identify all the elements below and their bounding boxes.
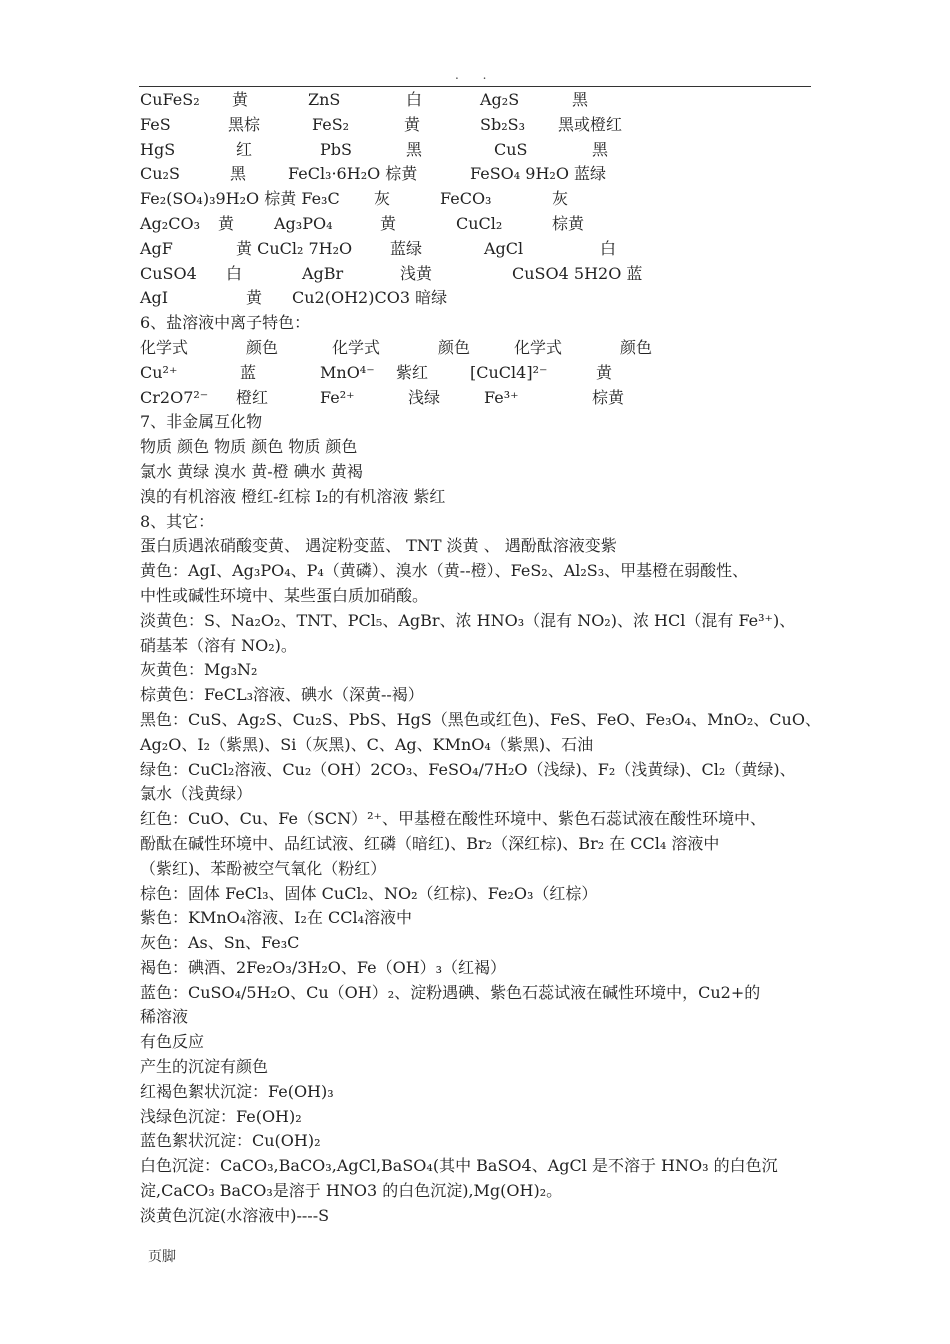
cell: 橙红 [236,387,269,407]
text-line: 酚酞在碱性环境中、品红试液、红磷（暗红)、Br₂（深红棕)、Br₂ 在 CCl₄ 溶液中 [140,833,720,853]
cell: MnO⁴⁻ [320,362,375,382]
text-line: 硝基苯（溶有 NO₂)。 [140,635,297,655]
cell: 黄 [380,213,397,233]
cell: CuSO4 [140,263,197,283]
text-line: 灰色：As、Sn、Fe₃C [140,933,300,953]
cell: CuCl₂ [456,213,503,233]
table-row [140,212,812,237]
text-line: 灰黄色：Mg₃N₂ [140,660,258,680]
text-line: 淡黄色沉淀(水溶液中)----S [140,1205,330,1225]
text-line: 绿色：CuCl₂溶液、Cu₂（OH）2CO₃、FeSO₄/7H₂O（浅绿)、F₂（浅黄绿)、Cl₂（黄绿)、 [140,759,796,779]
text-line: 蛋白质遇浓硝酸变黄、 遇淀粉变蓝、 TNT 淡黄 、 遇酚酞溶液变紫 [140,536,617,556]
cell: 黑 [592,139,609,159]
text-line: 淀,CaCO₃ BaCO₃是溶于 HNO3 的白色沉淀),Mg(OH)₂。 [140,1181,563,1201]
cell: 黄 [232,90,249,109]
table-row [140,386,812,411]
cell: 白 [406,90,423,109]
cell: Sb₂S₃ [480,114,525,134]
cell: 灰 [552,189,569,209]
cell: Fe³⁺ [484,387,519,407]
text-line: 稀溶液 [140,1007,189,1027]
cell: AgI [140,288,169,308]
text-line: 褐色：碘酒、2Fe₂O₃/3H₂O、Fe（OH）₃（红褐） [140,957,507,977]
text-line: 棕色：固体 FeCl₃、固体 CuCl₂、NO₂（红棕)、Fe₂O₃（红棕） [140,883,598,903]
cell: 黑 [406,139,423,159]
text-line: Ag₂O、I₂（紫黑)、Si（灰黑)、C、Ag、KMnO₄（紫黑)、石油 [140,734,594,754]
table-row [140,113,812,138]
cell: 棕黄 [552,213,585,233]
text-line: 棕黄色：FeCL₃溶液、碘水（深黄--褐） [140,685,424,705]
cell: 白 [226,263,243,283]
text-line: 红色：CuO、Cu、Fe（SCN）²⁺、甲基橙在酸性环境中、紫色石蕊试液在酸性环境中、 [140,809,766,829]
cell: FeCO₃ [440,189,492,209]
cell: 颜色 [620,337,653,357]
cell: 蓝绿 [390,238,423,258]
cell: 蓝 [240,362,257,382]
table-row [140,286,812,311]
cell: Cu²⁺ [140,362,178,382]
document-body [140,88,821,1229]
cell: 紫红 [396,362,429,382]
text-line: 蓝色絮状沉淀：Cu(OH)₂ [140,1131,321,1151]
cell: Ag₂S [480,90,520,109]
cell: Ag₂CO₃ [140,213,200,233]
cell: Cu₂S [140,164,180,184]
cell: 灰 [374,189,391,209]
table-row [140,88,812,113]
cell: Fe₂(SO₄)₃9H₂O 棕黄 Fe₃C [140,189,340,209]
cell: 颜色 [438,337,471,357]
text-line: 淡黄色：S、Na₂O₂、TNT、PCl₅、AgBr、浓 HNO₃（混有 NO₂)、浓 HCl（混有 Fe³⁺)、 [140,610,796,630]
text-line: 白色沉淀：CaCO₃,BaCO₃,AgCl,BaSO₄(其中 BaSO4、AgCl 是不溶于 HNO₃ 的白色沉 [140,1156,778,1176]
cell: 黑 [572,90,589,109]
cell: Cu2(OH2)CO3 暗绿 [292,288,448,308]
cell: 黑或橙红 [558,114,623,134]
cell: CuFeS₂ [140,90,200,109]
text-line: 浅绿色沉淀：Fe(OH)₂ [140,1106,302,1126]
table-row [140,187,812,212]
cell: [CuCl4]²⁻ [470,362,548,382]
table-row [140,262,812,287]
text-line: 黑色：CuS、Ag₂S、Cu₂S、PbS、HgS（黑色或红色)、FeS、FeO、Fe₃O₄、MnO₂、CuO、 [140,709,821,729]
cell: AgBr [302,263,344,283]
text-line: 紫色：KMnO₄溶液、I₂在 CCl₄溶液中 [140,908,413,928]
text-line: 有色反应 [140,1032,205,1052]
text-line: 产生的沉淀有颜色 [140,1057,269,1077]
table-row [140,162,812,187]
section-title: 6、盐溶液中离子特色： [140,313,311,333]
text-line: 溴的有机溶液 橙红-红棕 I₂的有机溶液 紫红 [140,486,446,506]
cell: CuSO4 5H2O 蓝 [512,263,643,283]
cell: Ag₃PO₄ [274,213,333,233]
text-line: 中性或碱性环境中、某些蛋白质加硝酸。 [140,585,429,605]
cell: CuS [494,139,528,159]
cell: Cr2O7²⁻ [140,387,209,407]
table-row [140,138,812,163]
cell: 棕黄 [592,387,625,407]
cell: 白 [600,238,617,258]
cell: FeCl₃·6H₂O 棕黄 [288,164,418,184]
page-footer: 页脚 [148,1249,176,1265]
cell: 浅黄 [400,263,433,283]
cell: 化学式 [140,337,189,357]
cell: FeS₂ [312,114,350,134]
table-row [140,237,812,262]
cell: ZnS [308,90,341,109]
cell: 黑 [230,164,247,184]
section-title: 8、其它： [140,511,215,531]
cell: AgCl [484,238,524,258]
text-line: 蓝色：CuSO₄/5H₂O、Cu（OH）₂、淀粉遇碘、紫色石蕊试液在碱性环境中，Cu2+的 [140,982,761,1002]
cell: AgF [140,238,173,258]
text-line: 黄色：AgI、Ag₃PO₄、P₄（黄磷）、溴水（黄--橙）、FeS₂、Al₂S₃、甲基橙在弱酸性、 [140,561,749,581]
cell: 黄 [596,362,613,382]
cell: 颜色 [246,337,279,357]
text-line: 物质 颜色 物质 颜色 物质 颜色 [140,437,358,457]
cell: 黄 [218,213,235,233]
header-dots: . . [455,68,497,82]
header-rule [139,86,811,87]
cell: 黄 CuCl₂ 7H₂O [236,238,353,258]
table-row [140,361,812,386]
cell: FeS [140,114,171,134]
cell: FeSO₄ 9H₂O 蓝绿 [470,164,607,184]
cell: 红 [236,139,253,159]
cell: 浅绿 [408,387,441,407]
text-line: 氯水 黄绿 溴水 黄-橙 碘水 黄褐 [140,461,363,481]
cell: 化学式 [332,337,381,357]
cell: Fe²⁺ [320,387,355,407]
table-header [140,336,812,361]
text-line: （紫红)、苯酚被空气氧化（粉红） [140,858,387,878]
cell: HgS [140,139,176,159]
cell: 黄 [246,288,263,308]
cell: 黑棕 [228,114,261,134]
text-line: 氯水（浅黄绿） [140,784,253,804]
cell: PbS [320,139,352,159]
cell: 化学式 [514,337,563,357]
section-title: 7、非金属互化物 [140,412,263,432]
cell: 黄 [404,114,421,134]
text-line: 红褐色絮状沉淀：Fe(OH)₃ [140,1081,334,1101]
